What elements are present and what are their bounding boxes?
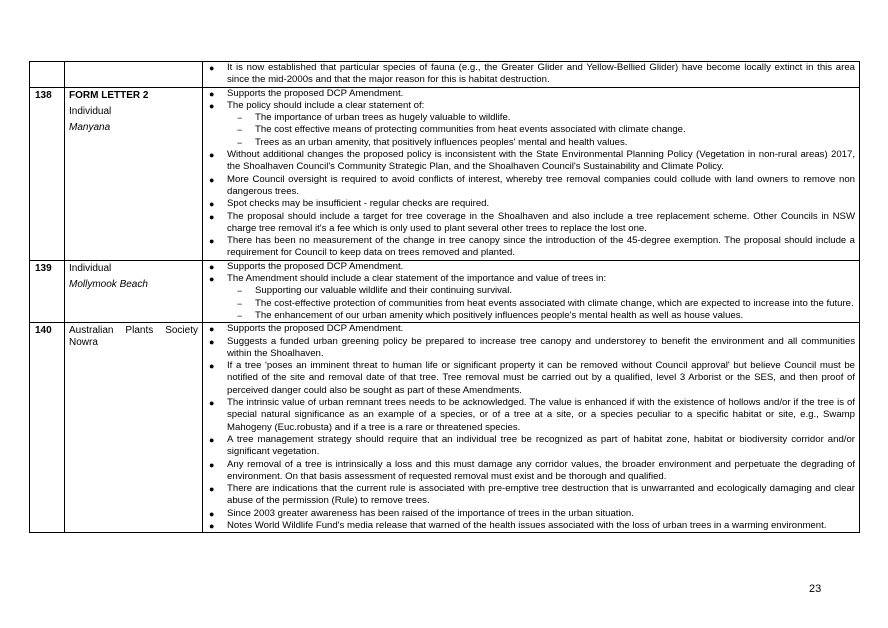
submitter-cell: [65, 323, 203, 533]
bullet-icon: ●: [209, 508, 215, 519]
sub-list-item: − The enhancement of our urban amenity which positively influences people's mental health as well as house values.: [237, 309, 744, 321]
sub-list-item: − The importance of urban trees as hugely valuable to wildlife.: [237, 112, 511, 124]
comments-cell: [203, 260, 860, 322]
table-row: [30, 62, 860, 88]
list-item: ● It is now established that particular species of fauna (e.g., the Greater Glider and Yellow-Bellied Glider) have become locally extinct in this area since the mid-2000s and that the major reason for this is habitat destruction.: [209, 62, 855, 86]
submitter-cell: [65, 62, 203, 88]
list-item: ● The proposal should include a target for tree coverage in the Shoalhaven and also include a tree replacement scheme. Other Councils in NSW charge tree removal it's a fee which is only used to plant several other trees to replace the lost one.: [209, 210, 855, 234]
submitter-cell: [65, 260, 203, 322]
list-item: ● Since 2003 greater awareness has been raised of the importance of trees in the urban situation.: [209, 507, 634, 519]
list-item: ● More Council oversight is required to avoid conflicts of interest, whereby tree removal companies could collude with land owners to remove non dangerous trees.: [209, 173, 855, 197]
submitter-cell: [65, 87, 203, 260]
dash-icon: −: [237, 298, 243, 309]
submission-number: 138: [30, 87, 65, 260]
dash-icon: −: [237, 113, 243, 124]
list-item: ● A tree management strategy should require that an individual tree be recognized as part of habitat zone, habitat or biodiversity corridor and/or significant vegetation.: [209, 433, 855, 458]
list-item: ● Spot checks may be insufficient - regular checks are required.: [209, 198, 490, 210]
list-item: ● Suggests a funded urban greening policy be prepared to increase tree canopy and understorey to benefit the environment and all communities within the Shoalhaven.: [209, 335, 855, 359]
bullet-icon: ●: [209, 324, 215, 335]
list-item: ● If a tree 'poses an imminent threat to human life or significant property it can be removed without Council approval' but believe Council must be notified of the site and removal date of that tree. Tree removal must be carried out by a qualified, level 3 Arborist or the SES, and then proof of perceived danger could also be sought as part of these Amendments.: [209, 360, 855, 396]
sub-list-item: − Trees as an urban amenity, that positively influences peoples' mental and health values.: [237, 136, 628, 148]
dash-icon: −: [237, 137, 243, 148]
bullet-icon: ●: [209, 88, 215, 99]
list-item: ● There has been no measurement of the change in tree canopy since the introduction of the 45-degree exemption. The proposal should include a requirement for Council to keep data on trees removed and planted.: [209, 235, 855, 259]
bullet-icon: ●: [209, 459, 215, 470]
submitter-name: FORM LETTER 2: [69, 89, 149, 101]
list-item: ● The policy should include a clear statement of:: [209, 99, 425, 111]
list-item: ● Any removal of a tree is intrinsically a loss and this must damage any corridor values, the broader environment and perpetuate the degrading of environment. On that basis assessment of requested removal must exist and be thorough and qualified.: [209, 458, 855, 482]
submitter-name: Australian Plants Society Nowra: [69, 325, 198, 349]
sub-list-item: − Supporting our valuable wildlife and their continuing survival.: [237, 285, 513, 297]
dash-icon: −: [237, 125, 243, 136]
list-item: ● Supports the proposed DCP Amendment.: [209, 260, 404, 272]
submission-number: 139: [30, 260, 65, 322]
sub-list-item: − The cost-effective protection of communities from heat events associated with climate change, which are expected to increase into the future.: [237, 297, 854, 309]
bullet-icon: ●: [209, 261, 215, 272]
list-item: ● There are indications that the current rule is associated with pre-emptive tree destruction that is unwarranted and ecologically damaging and clear abuse of the permission (Rule) to remove trees.: [209, 483, 855, 507]
bullet-icon: ●: [209, 336, 215, 347]
sub-list-item: − The cost effective means of protecting communities from heat events associated with climate change.: [237, 124, 686, 136]
bullet-icon: ●: [209, 236, 215, 247]
dash-icon: −: [237, 286, 243, 297]
bullet-icon: ●: [209, 63, 215, 73]
bullet-icon: ●: [209, 361, 215, 372]
comments-cell: [203, 62, 860, 88]
comments-cell: [203, 323, 860, 533]
bullet-icon: ●: [209, 150, 215, 161]
table-row: [30, 87, 860, 260]
submitter-location: Manyana: [69, 121, 111, 133]
list-item: ● The intrinsic value of urban remnant trees needs to be acknowledged. The value is enhanced if with the existence of hollows and/or if the tree is of special natural significance as an example of a species, or of a tree at a site, or a species peculiar to a specific habitat or site, e.g., Swamp Mahogeny (Euc.robusta) and if a tree is a rare or threatened species.: [209, 397, 855, 433]
bullet-icon: ●: [209, 274, 215, 285]
page-number: 23: [809, 583, 822, 595]
bullet-icon: ●: [209, 434, 215, 445]
table-row: [30, 260, 860, 322]
submitter-type: Individual: [69, 262, 112, 274]
list-item: ● The Amendment should include a clear statement of the importance and value of trees in:: [209, 273, 607, 285]
bullet-icon: ●: [209, 520, 215, 531]
submission-number: 140: [30, 323, 65, 533]
bullet-icon: ●: [209, 211, 215, 222]
bullet-icon: ●: [209, 484, 215, 495]
bullet-icon: ●: [209, 100, 215, 111]
bullet-icon: ●: [209, 174, 215, 185]
submitter-location: Mollymook Beach: [69, 278, 148, 290]
dash-icon: −: [237, 310, 243, 321]
submission-number: [30, 62, 65, 88]
list-item: ● Supports the proposed DCP Amendment.: [209, 87, 404, 99]
comments-cell: [203, 87, 860, 260]
list-item: ● Notes World Wildlife Fund's media release that warned of the health issues associated with the loss of urban trees in a warming environment.: [209, 519, 827, 531]
bullet-icon: ●: [209, 199, 215, 210]
submitter-type: Individual: [69, 105, 112, 117]
table-row: [30, 323, 860, 533]
submissions-table: [29, 61, 860, 533]
list-item: ● Supports the proposed DCP Amendment.: [209, 323, 404, 335]
list-item: ● Without additional changes the proposed policy is inconsistent with the State Environmental Planning Policy (Vegetation in non-rural areas) 2017, the Shoalhaven Council's Community Strategic Plan, and the Shoalhaven Council's Sustainability and Climate Policy.: [209, 149, 855, 173]
bullet-icon: ●: [209, 398, 215, 409]
